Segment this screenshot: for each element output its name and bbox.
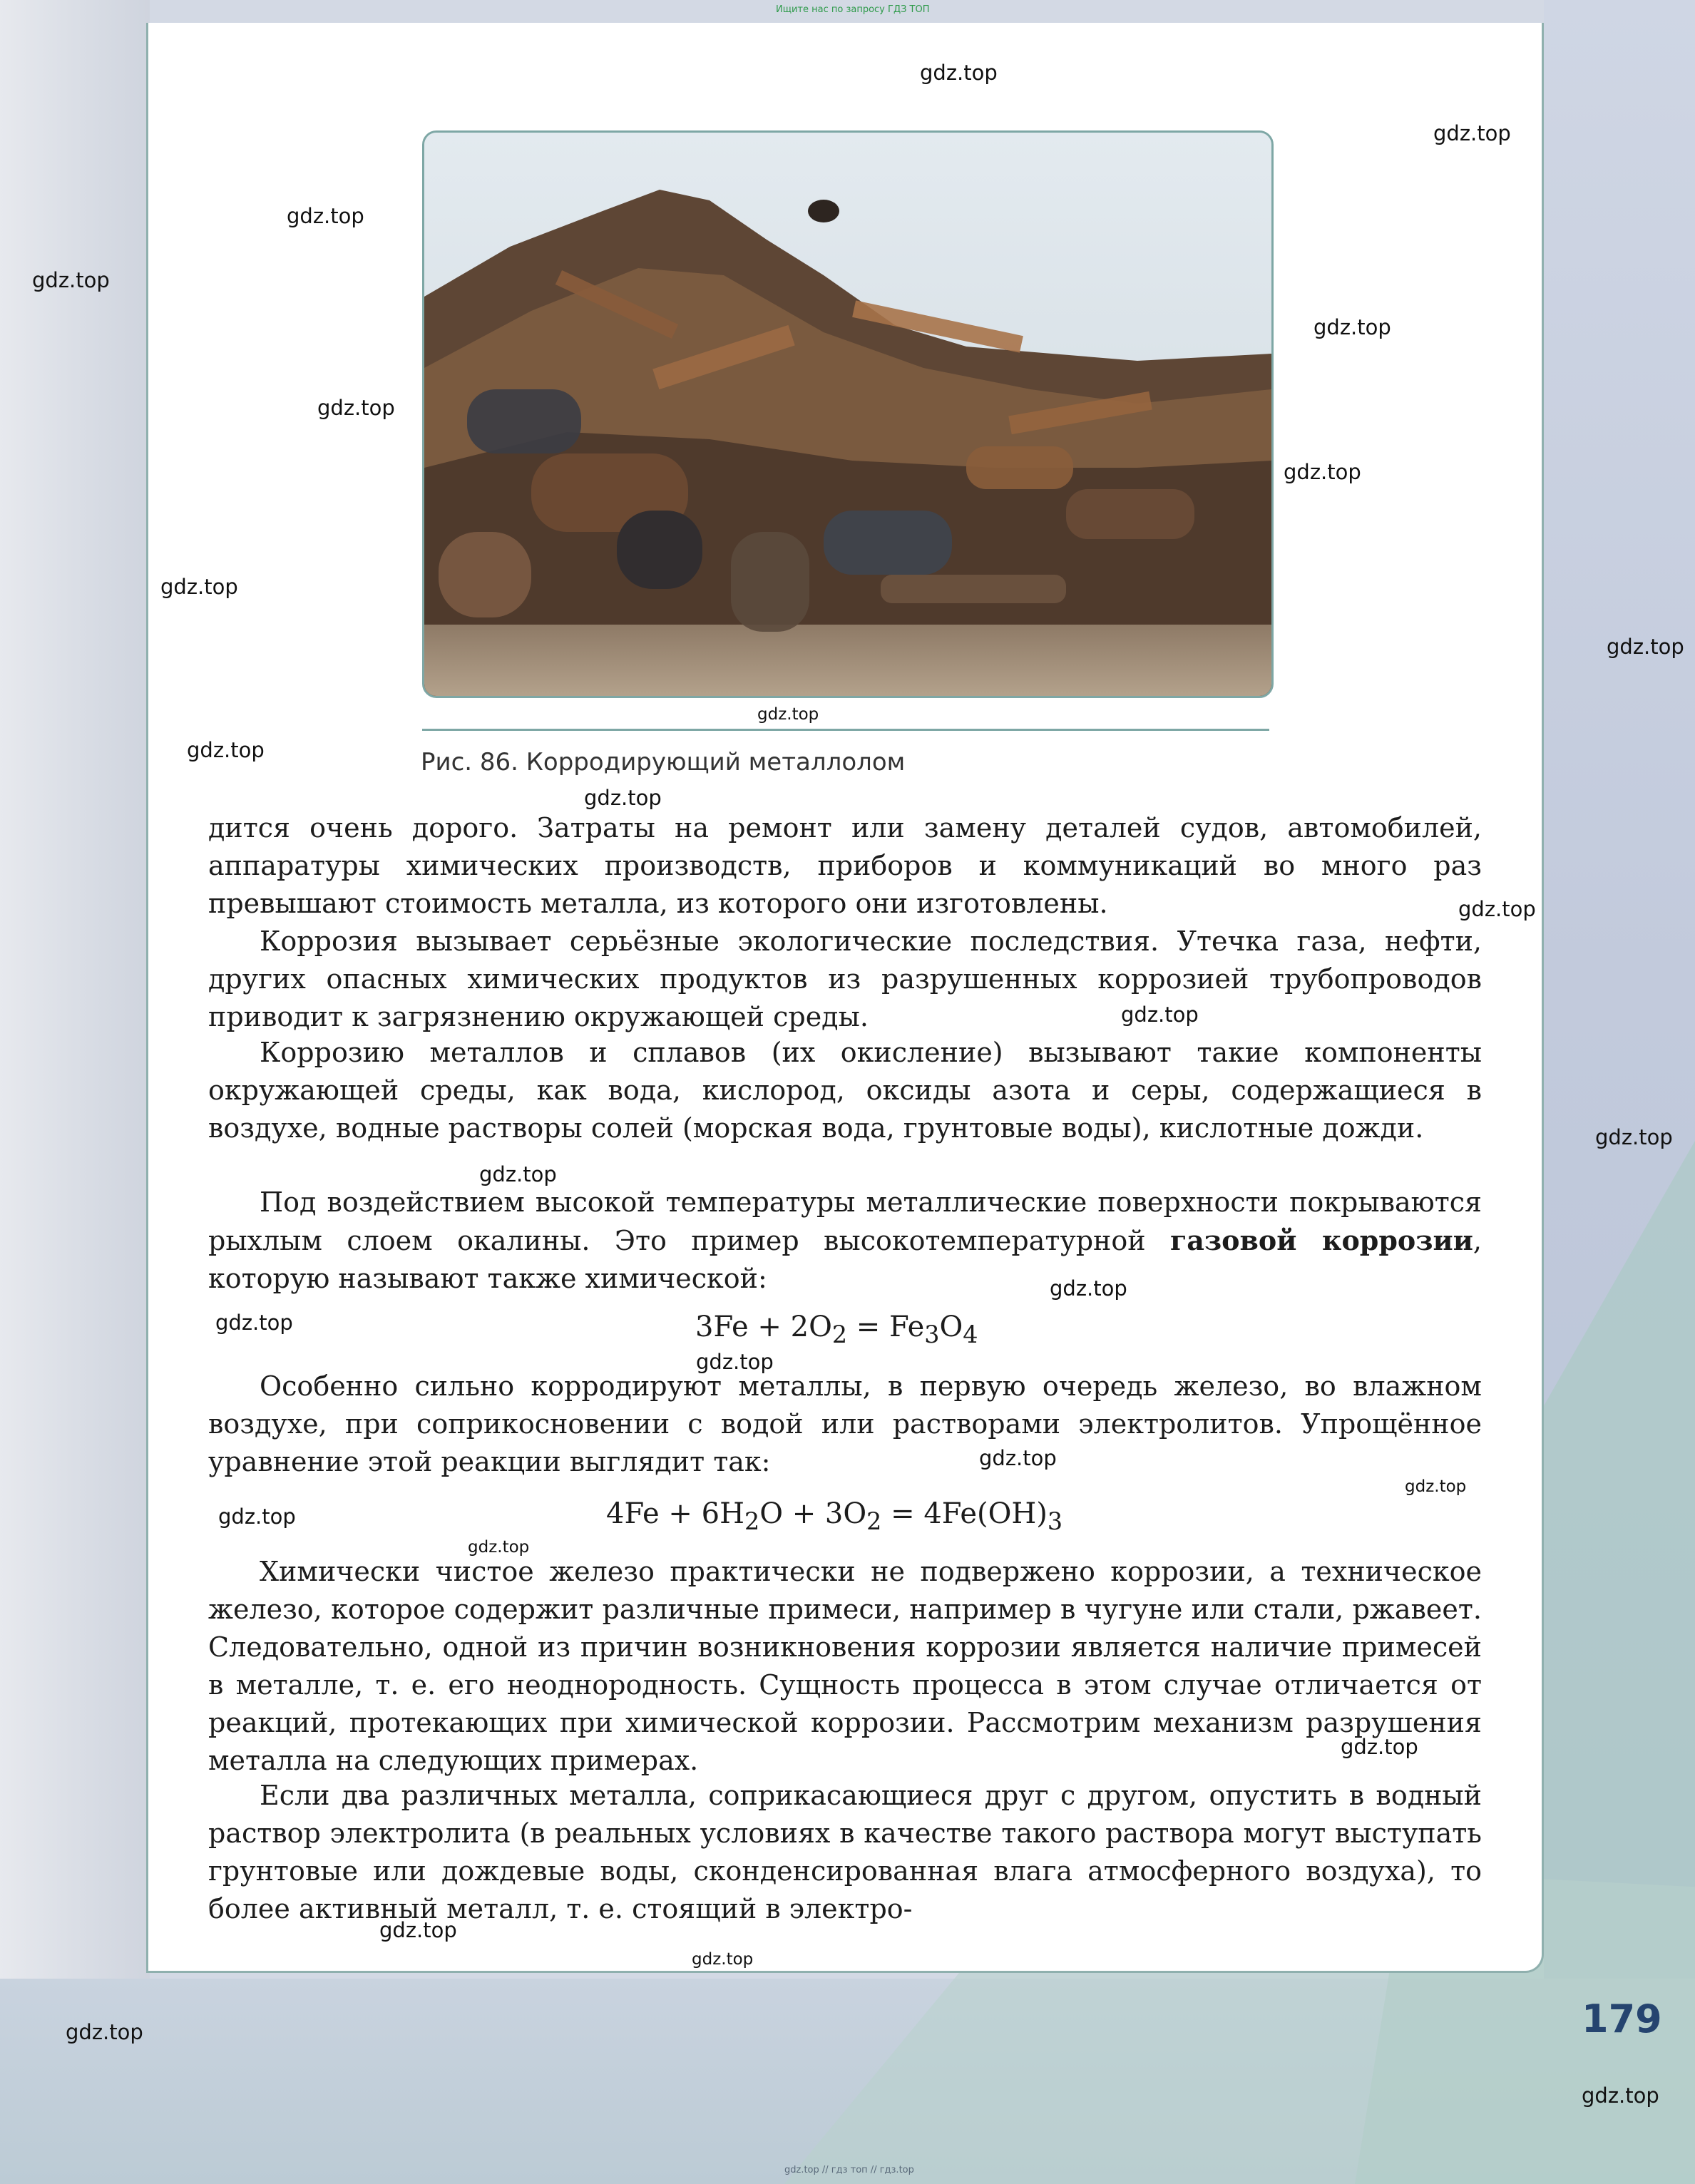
watermark: gdz.top [1314,315,1391,339]
bottom-note[interactable]: gdz.top // гдз топ // гдз.top [784,2165,914,2175]
figure-caption: Рис. 86. Корродирующий металлолом [421,748,906,776]
paragraph-5: Особенно сильно корродируют металлы, в первую очередь железо, во влажном воздухе, при соприкосновении с водой или растворами электролитов. Упрощённое уравнение этой реакции выглядит так: [208,1370,1482,1477]
watermark: gdz.top [1284,460,1361,484]
paragraph-4 [208,1184,1482,1298]
watermark: gdz.top [66,2020,143,2044]
eq1-part: 3Fe + 2O [695,1311,832,1343]
watermark: gdz.top [1341,1735,1418,1759]
watermark: gdz.top [1405,1477,1467,1496]
watermark: gdz.top [584,786,662,810]
watermark: gdz.top [1433,121,1511,145]
left-margin-background [0,0,150,2184]
scrap-metal-image [424,133,1271,696]
paragraph-4-text: Под воздействием высокой температуры металлические поверхности покрываются рыхлым слоем окалины. Это пример высокотемпературной [208,1186,1482,1256]
watermark: gdz.top [479,1162,557,1186]
eq2-sub: 2 [744,1507,760,1535]
watermark: gdz.top [187,738,265,762]
eq2-sub: 2 [866,1507,882,1535]
top-note[interactable]: Ищите нас по запросу ГДЗ ТОП [776,4,930,15]
watermark: gdz.top [692,1950,754,1969]
eq2-sub: 3 [1047,1507,1063,1535]
watermark: gdz.top [218,1504,296,1529]
watermark: gdz.top [696,1350,774,1374]
eq1-sub: 3 [924,1321,940,1348]
watermark: gdz.top [468,1538,530,1557]
caption-rule [422,729,1269,731]
eq1-sub: 4 [963,1321,978,1348]
eq1-part: O [939,1311,963,1343]
watermark: gdz.top [979,1446,1057,1470]
equation-1 [695,1311,978,1348]
watermark: gdz.top [920,61,998,85]
watermark: gdz.top [379,1918,457,1942]
watermark: gdz.top [32,268,110,292]
page-number: 179 [1582,1996,1662,2041]
eq2-part: O + 3O [759,1497,867,1530]
watermark: gdz.top [1595,1125,1673,1149]
paragraph-2: Коррозия вызывает серьёзные экологические последствия. Утечка газа, нефти, других опасных химических продуктов из разрушенных коррозией трубопроводов приводит к загрязнению окружающей среды. [208,926,1482,1032]
paragraph-4-end: , которую называют также химической: [208,1225,1482,1294]
watermark: gdz.top [757,705,819,724]
watermark: gdz.top [1458,897,1536,921]
watermark: gdz.top [1121,1003,1199,1027]
watermark: gdz.top [1607,635,1684,659]
equation-2 [606,1497,1062,1535]
watermark: gdz.top [215,1311,293,1335]
watermark: gdz.top [287,204,364,228]
watermark: gdz.top [1050,1276,1127,1301]
paragraph-6: Химически чистое железо практически не подвержено коррозии, а техническое железо, которое содержит различные примеси, например в чугуне или стали, ржавеет. Следовательно, одной из причин возникновения коррозии является наличие примесей в металле, т. е. его неоднородность. Сущность процесса в этом случае отличается от реакций, протекающих при химической коррозии. Рассмотрим механизм разрушения металла на следующих примерах. [208,1556,1482,1776]
watermark: gdz.top [317,396,395,420]
eq2-part: 4Fe + 6H [606,1497,744,1530]
eq1-part: = Fe [847,1311,925,1343]
watermark: gdz.top [1582,2083,1659,2108]
paragraph-7: Если два различных металла, соприкасающиеся друг с другом, опустить в водный раствор электролита (в реальных условиях в качестве такого раствора могут выступать грунтовые или дождевые воды, сконденсированная влага атмосферного воздуха), то более активный металл, т. е. стоящий в электро- [208,1780,1482,1924]
watermark: gdz.top [160,575,238,599]
eq2-part: = 4Fe(OH) [881,1497,1048,1530]
paragraph-3: Коррозию металлов и сплавов (их окисление) вызывают такие компоненты окружающей среды, как вода, кислород, оксиды азота и серы, содержащиеся в воздухе, водные растворы солей (морская вода, грунтовые воды), кислотные дожди. [208,1037,1482,1144]
eq1-sub: 2 [831,1321,848,1348]
paragraph-1: дится очень дорого. Затраты на ремонт или замену деталей судов, автомобилей, аппаратуры химических производств, приборов и коммуникаций во много раз превышают стоимость металла, из которого они изготовлены. [208,812,1482,919]
term-gas-corrosion: газовой коррозии [1170,1224,1473,1256]
figure-scrap-metal-photo [422,130,1274,698]
